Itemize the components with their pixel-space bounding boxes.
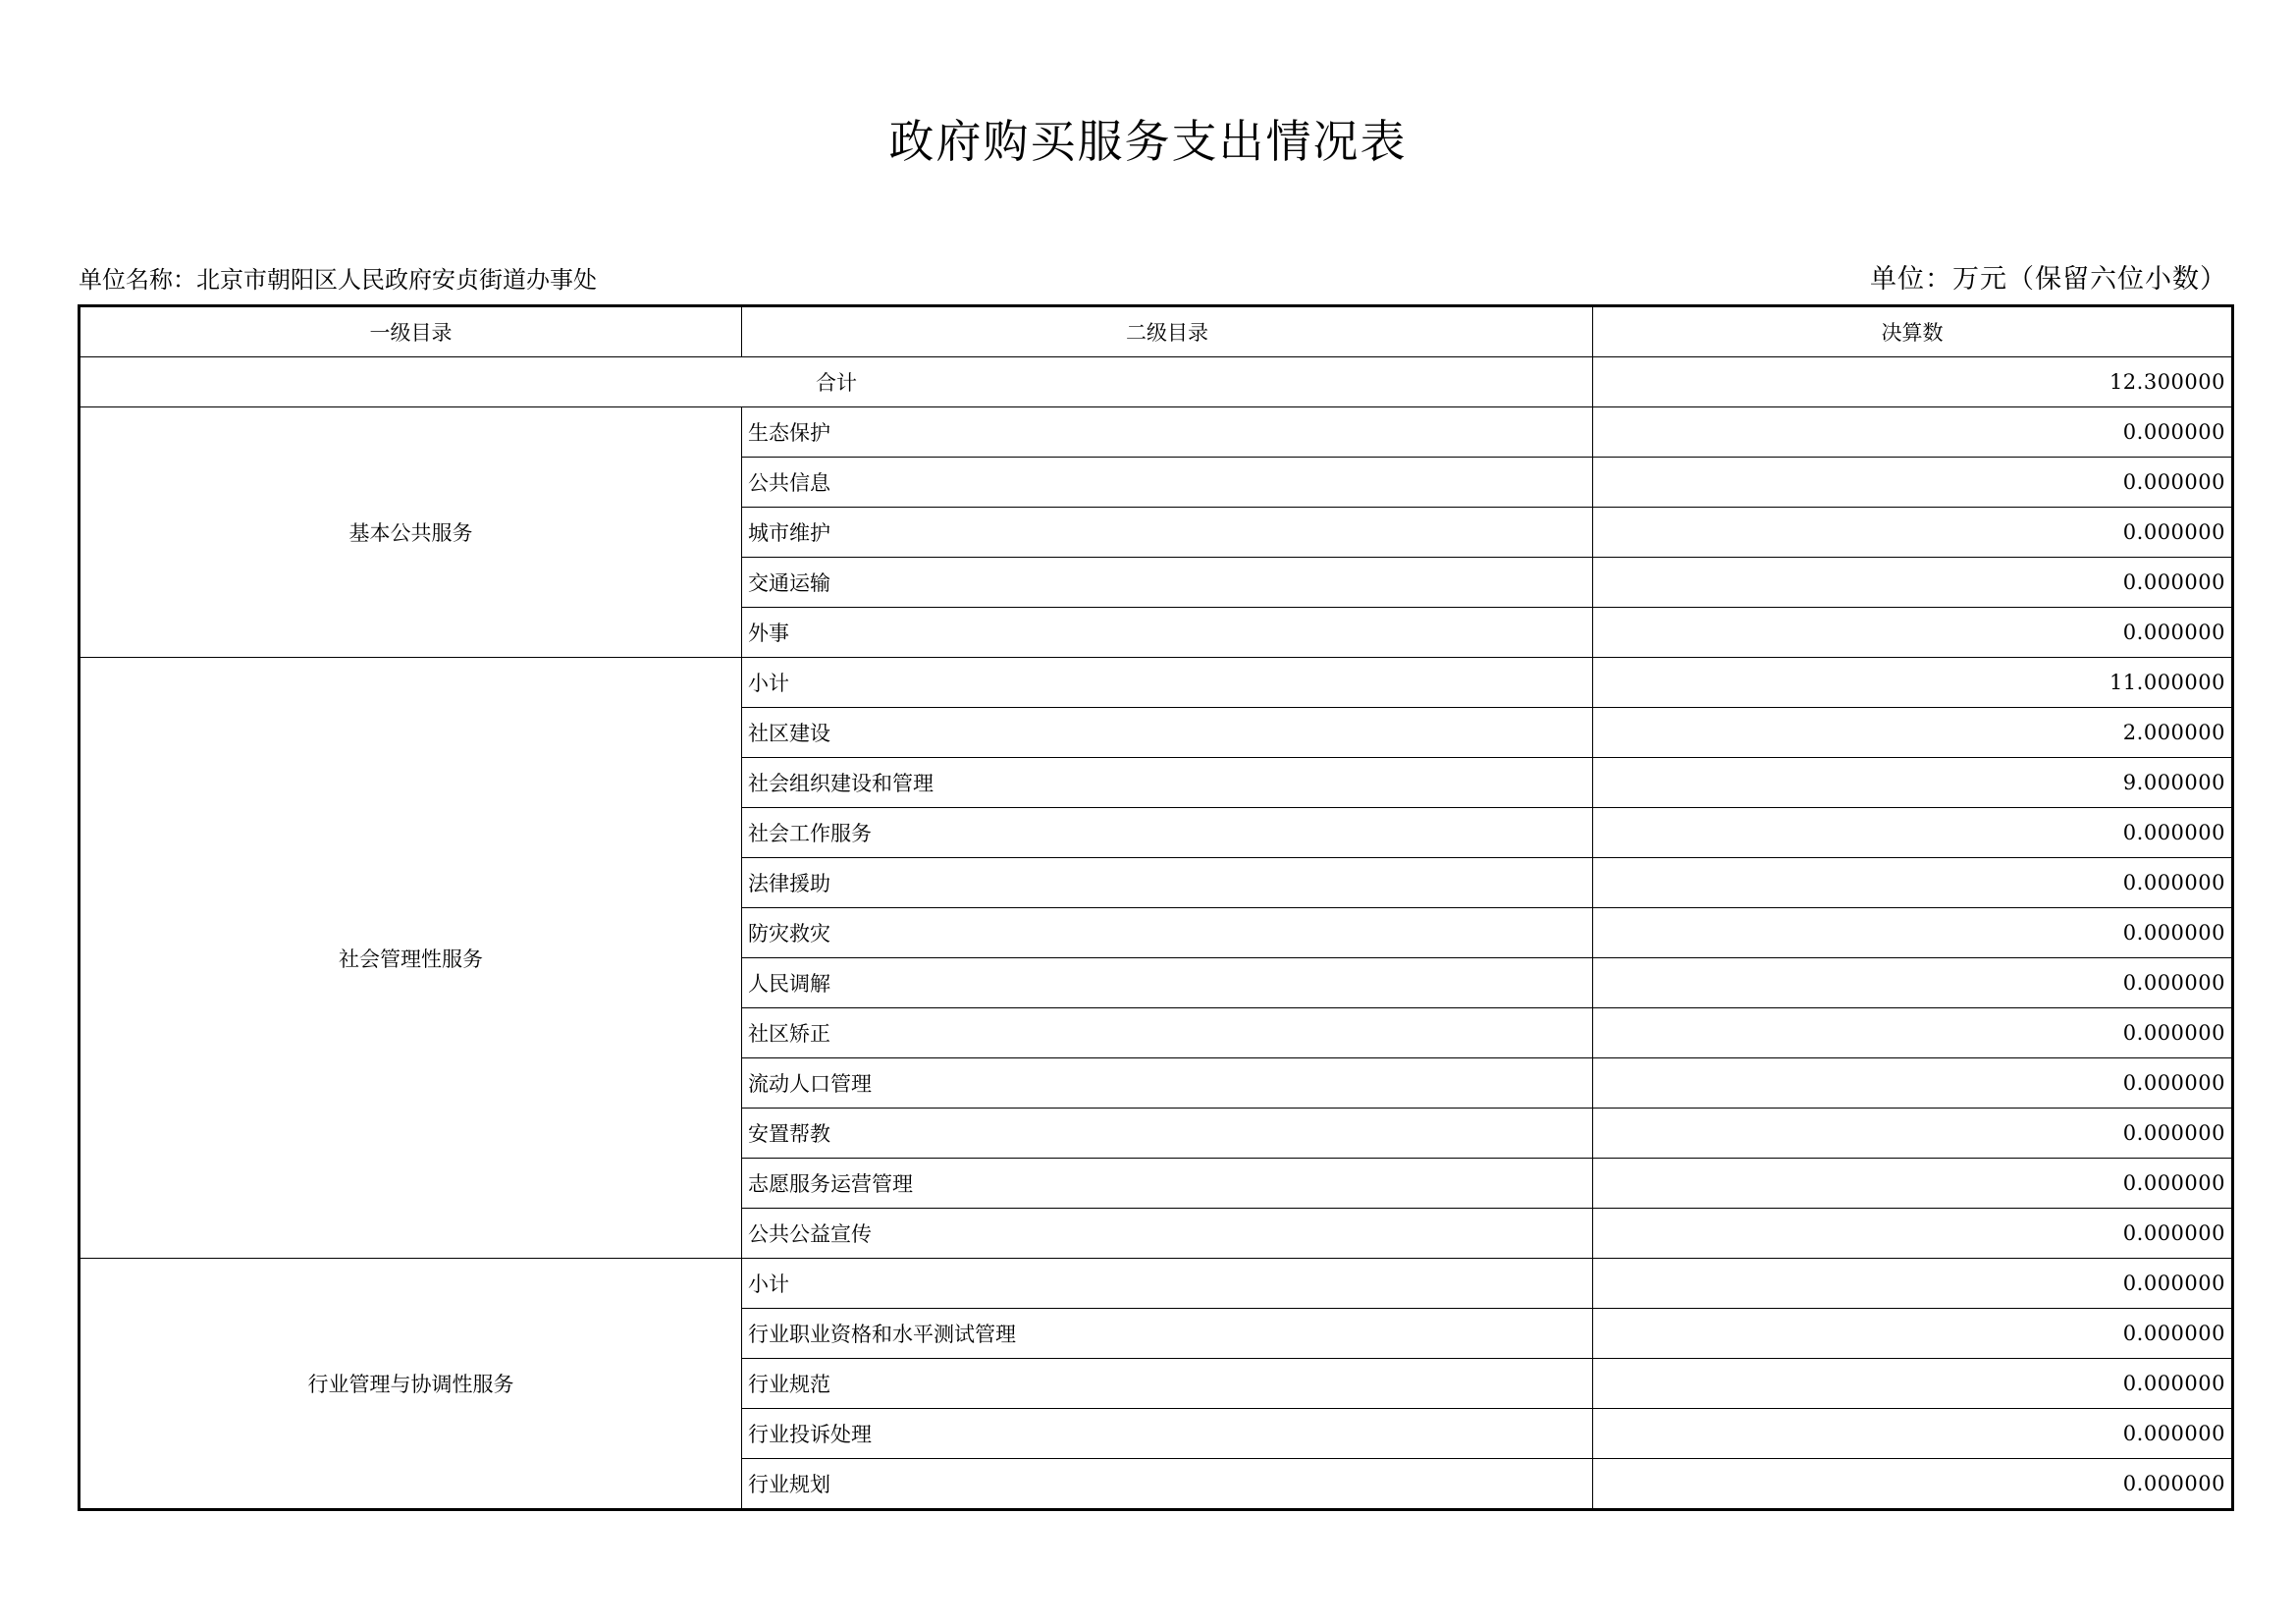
amount-cell: 0.000000 xyxy=(1593,1359,2233,1409)
column-header-level1: 一级目录 xyxy=(80,306,742,357)
amount-cell: 0.000000 xyxy=(1593,458,2233,508)
amount-cell: 0.000000 xyxy=(1593,407,2233,458)
subcategory-cell: 城市维护 xyxy=(742,508,1593,558)
category-cell: 行业管理与协调性服务 xyxy=(80,1259,742,1510)
subcategory-cell: 行业规范 xyxy=(742,1359,1593,1409)
amount-cell: 0.000000 xyxy=(1593,1058,2233,1109)
header-row xyxy=(80,306,2233,357)
amount-cell: 0.000000 xyxy=(1593,1409,2233,1459)
subcategory-cell: 防灾救灾 xyxy=(742,908,1593,958)
unit-label: 单位：万元（保留六位小数） xyxy=(1870,264,2227,295)
amount-cell: 11.000000 xyxy=(1593,658,2233,708)
amount-cell: 0.000000 xyxy=(1593,958,2233,1008)
subcategory-cell: 公共公益宣传 xyxy=(742,1209,1593,1259)
subcategory-cell: 行业规划 xyxy=(742,1459,1593,1510)
expenditure-table xyxy=(78,304,2234,1511)
subcategory-cell: 行业投诉处理 xyxy=(742,1409,1593,1459)
subcategory-cell: 社区建设 xyxy=(742,708,1593,758)
category-cell: 基本公共服务 xyxy=(80,407,742,658)
total-value: 12.300000 xyxy=(1593,357,2233,407)
amount-cell: 0.000000 xyxy=(1593,808,2233,858)
subcategory-cell: 志愿服务运营管理 xyxy=(742,1159,1593,1209)
amount-cell: 0.000000 xyxy=(1593,1109,2233,1159)
subcategory-cell: 行业职业资格和水平测试管理 xyxy=(742,1309,1593,1359)
total-label: 合计 xyxy=(80,357,1593,407)
amount-cell: 0.000000 xyxy=(1593,608,2233,658)
category-cell: 社会管理性服务 xyxy=(80,658,742,1259)
amount-cell: 0.000000 xyxy=(1593,858,2233,908)
subcategory-cell: 流动人口管理 xyxy=(742,1058,1593,1109)
table-row xyxy=(80,658,2233,708)
subcategory-cell: 交通运输 xyxy=(742,558,1593,608)
table-row xyxy=(80,1259,2233,1309)
amount-cell: 0.000000 xyxy=(1593,1459,2233,1510)
subcategory-cell: 社区矫正 xyxy=(742,1008,1593,1058)
amount-cell: 0.000000 xyxy=(1593,558,2233,608)
amount-cell: 0.000000 xyxy=(1593,1209,2233,1259)
amount-cell: 0.000000 xyxy=(1593,1159,2233,1209)
amount-cell: 0.000000 xyxy=(1593,508,2233,558)
subcategory-cell: 小计 xyxy=(742,1259,1593,1309)
column-header-level2: 二级目录 xyxy=(742,306,1593,357)
subcategory-cell: 外事 xyxy=(742,608,1593,658)
amount-cell: 0.000000 xyxy=(1593,1008,2233,1058)
amount-cell: 9.000000 xyxy=(1593,758,2233,808)
table-row xyxy=(80,407,2233,458)
subcategory-cell: 小计 xyxy=(742,658,1593,708)
table-body xyxy=(80,357,2233,1510)
subcategory-cell: 公共信息 xyxy=(742,458,1593,508)
amount-cell: 0.000000 xyxy=(1593,1309,2233,1359)
subcategory-cell: 人民调解 xyxy=(742,958,1593,1008)
subcategory-cell: 安置帮教 xyxy=(742,1109,1593,1159)
total-row xyxy=(80,357,2233,407)
subcategory-cell: 社会工作服务 xyxy=(742,808,1593,858)
amount-cell: 0.000000 xyxy=(1593,1259,2233,1309)
page-title: 政府购买服务支出情况表 xyxy=(888,115,1408,168)
column-header-amount: 决算数 xyxy=(1593,306,2233,357)
subcategory-cell: 社会组织建设和管理 xyxy=(742,758,1593,808)
subcategory-cell: 生态保护 xyxy=(742,407,1593,458)
unit-name: 单位名称：北京市朝阳区人民政府安贞街道办事处 xyxy=(79,266,597,294)
amount-cell: 2.000000 xyxy=(1593,708,2233,758)
amount-cell: 0.000000 xyxy=(1593,908,2233,958)
subcategory-cell: 法律援助 xyxy=(742,858,1593,908)
